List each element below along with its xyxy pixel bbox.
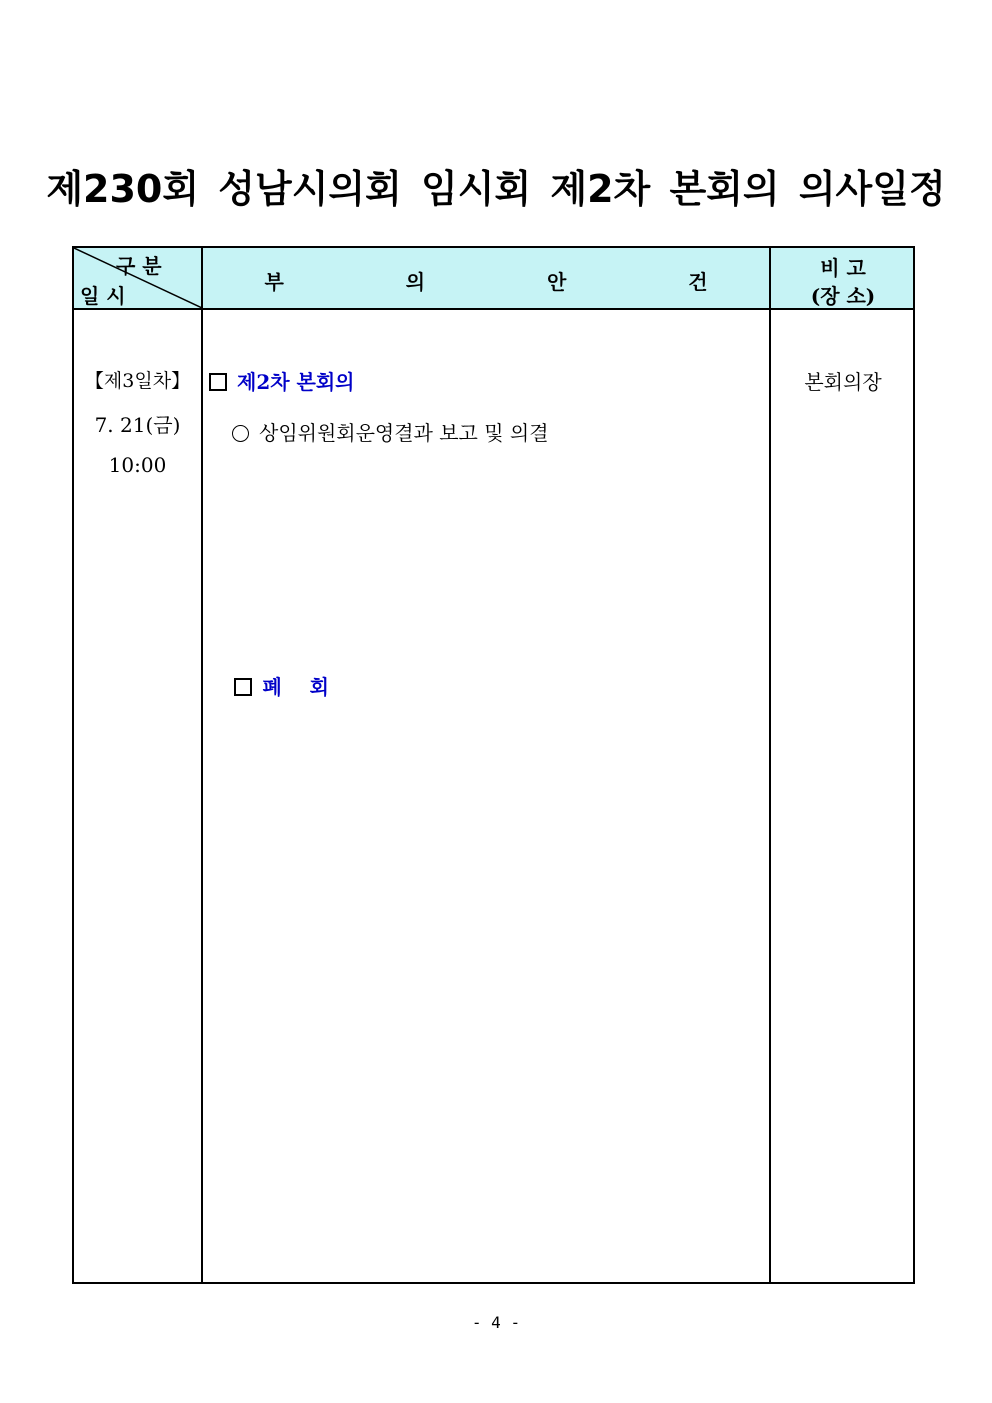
column-divider-1	[201, 248, 203, 1282]
agenda-table	[72, 246, 915, 1284]
day-label: 【제3일차】	[84, 370, 191, 392]
circle-bullet-icon	[232, 425, 249, 442]
checkbox-square-icon	[209, 373, 227, 391]
closing-heading: 폐 회	[262, 675, 329, 699]
page-number: - 4 -	[471, 1313, 521, 1332]
header-agenda: 부 의 안 건	[264, 270, 708, 294]
location-text: 본회의장	[804, 370, 882, 394]
session-heading-row	[209, 366, 354, 395]
page-title: 제230회 성남시의회 임시회 제2차 본회의 의사일정	[46, 167, 946, 211]
session-time: 10:00	[108, 453, 167, 477]
agenda-item-1: 상임위원회운영결과 보고 및 의결	[259, 421, 549, 445]
closing-row	[209, 647, 329, 724]
header-note: 비 고	[820, 256, 866, 280]
session-date: 7. 21(금)	[94, 413, 181, 437]
column-divider-2	[769, 248, 771, 1282]
header-location: (장 소)	[810, 284, 876, 308]
header-ilsi: 일 시	[80, 284, 126, 308]
session-heading: 제2차 본회의	[237, 370, 355, 394]
agenda-item-row	[232, 417, 549, 446]
header-gubun: 구 분	[116, 254, 162, 278]
checkbox-square-icon	[234, 678, 252, 696]
